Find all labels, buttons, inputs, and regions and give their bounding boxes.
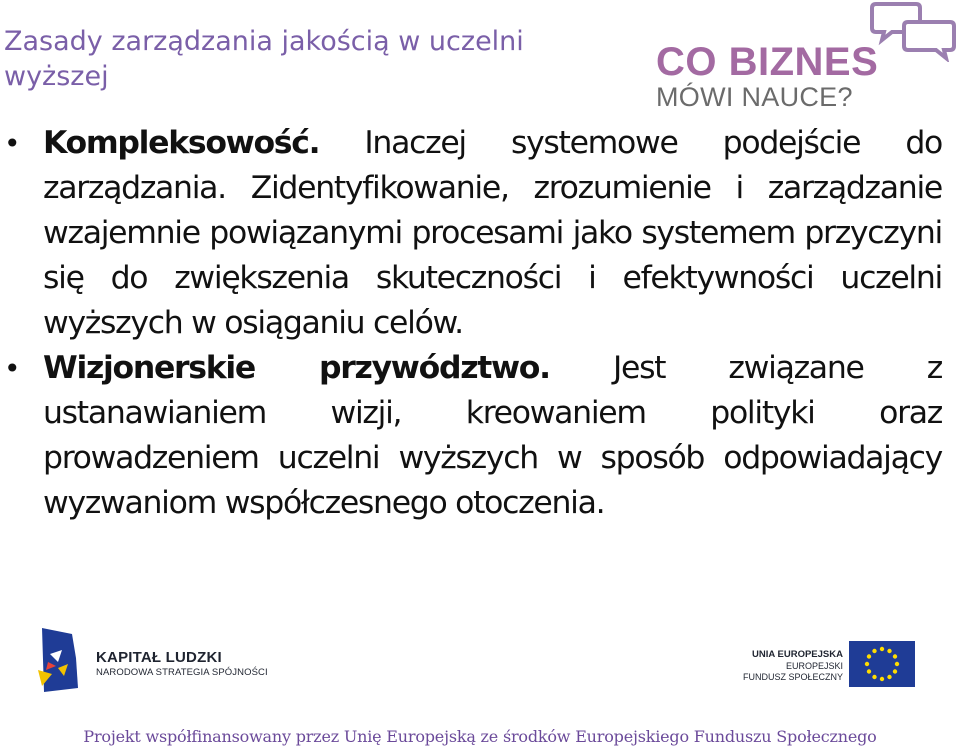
eu-logo	[740, 641, 915, 691]
logo-line-1: CO BIZNES	[656, 40, 879, 84]
bullet-item	[0, 121, 960, 346]
logo-line-2: MÓWI NAUCE?	[656, 82, 853, 112]
kapital-title: KAPITAŁ LUDZKI	[96, 649, 222, 666]
eu-line-2: EUROPEJSKI	[785, 661, 843, 671]
kapital-ludzki-logo	[38, 628, 278, 694]
slide-title: Zasady zarządzania jakością w uczelni wyższej	[4, 26, 524, 92]
kapital-subtitle: NARODOWA STRATEGIA SPÓJNOŚCI	[96, 667, 268, 678]
bullet-text: Jest związane z ustanawianiem wizji, kreowaniem polityki oraz prowadzeniem uczelni wyższych w sposób odpowiadający wyzwaniom współczesnego otoczenia.	[43, 350, 942, 521]
speech-bubbles-icon	[870, 0, 960, 62]
bullet-heading: Kompleksowość.	[43, 125, 320, 161]
bullet-dot: •	[4, 352, 20, 385]
bullet-text: Inaczej systemowe podejście do zarządzania. Zidentyfikowanie, zrozumienie i zarządzanie wzajemnie powiązanymi procesami jako systemem przyczyni się do zwiększenia skuteczności i efektywności uczelni wyższych w osiąganiu celów.	[43, 125, 942, 341]
bullet-item	[0, 346, 960, 526]
co-biznes-logo	[652, 0, 960, 112]
eu-line-3: FUNDUSZ SPOŁECZNY	[742, 672, 843, 682]
bullet-dot: •	[4, 127, 20, 160]
slide-content	[0, 121, 960, 526]
kapital-ludzki-emblem-icon	[38, 628, 82, 694]
footer-text: Projekt współfinansowany przez Unię Europejską ze środków Europejskiego Funduszu Społecznego	[83, 727, 877, 746]
eu-flag-icon	[849, 641, 915, 687]
bullet-heading: Wizjonerskie przywództwo.	[43, 350, 550, 386]
eu-line-1: UNIA EUROPEJSKA	[752, 649, 843, 660]
eu-text	[743, 649, 843, 683]
